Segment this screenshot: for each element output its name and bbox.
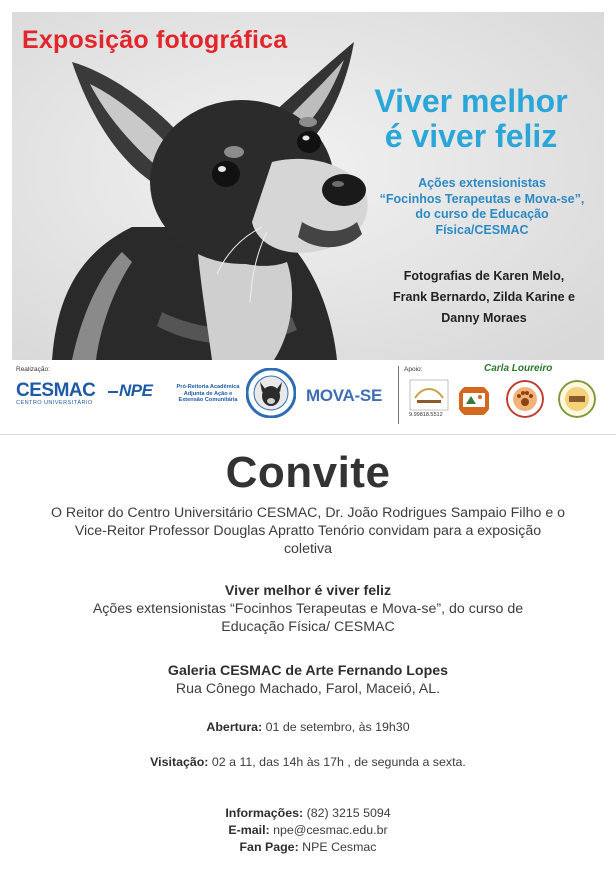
- exhibition-title: Exposição fotográfica: [22, 26, 288, 54]
- proreitoria-line1: Pró-Reitoria Acadêmica: [176, 384, 240, 390]
- info-label: Informações:: [225, 806, 304, 820]
- poster-banner: [12, 12, 604, 360]
- proreitoria-line2: Adjunta de Ação e: [183, 390, 233, 397]
- mova-se-logo: MOVA-SE: [306, 386, 382, 405]
- apoio-phone: 9.99818.5512: [409, 412, 443, 418]
- contact-email: [0, 822, 616, 839]
- opening-label: Abertura:: [206, 720, 263, 734]
- fanpage-label: Fan Page:: [239, 840, 299, 854]
- invite-opening: [0, 719, 616, 736]
- carla-loureiro-logo: [484, 363, 552, 374]
- logos-divider: [398, 366, 399, 424]
- invite-contact: [0, 805, 616, 856]
- poster-fotos-line1: Fotografias de Karen Melo,: [403, 269, 565, 283]
- visit-label: Visitação:: [150, 755, 209, 769]
- contact-info: [0, 805, 616, 822]
- contact-fanpage: [0, 839, 616, 856]
- poster-acoes-line3: do curso de Educação: [415, 207, 549, 221]
- poster-project-description: [362, 176, 602, 238]
- opening-value: 01 de setembro, às 19h30: [262, 720, 410, 734]
- poster-fotos-line3: Danny Moraes: [441, 311, 527, 325]
- fanpage-value: NPE Cesmac: [298, 840, 377, 854]
- poster-main-title: [346, 84, 596, 154]
- invite-title: Convite: [225, 448, 391, 497]
- proreitoria-logo: [172, 384, 244, 404]
- sponsor-badge-icon: [457, 384, 491, 418]
- poster-acoes-line4: Física/CESMAC: [435, 222, 529, 237]
- info-value: (82) 3215 5094: [303, 806, 391, 820]
- cesmac-logo-subtitle: CENTRO UNIVERSITÁRIO: [16, 400, 93, 406]
- apoio-label: Apoio:: [404, 366, 423, 373]
- invite-visitation: [0, 754, 616, 771]
- proreitoria-line3: Extensão Comunitária: [178, 397, 238, 403]
- cesmac-logo: [16, 380, 95, 406]
- email-value: npe@cesmac.edu.br: [269, 823, 388, 837]
- realizacao-label: Realização:: [16, 366, 50, 373]
- poster-photographers: [368, 266, 600, 329]
- poster-acoes-line1: Ações extensionistas: [418, 176, 546, 190]
- round-sponsor-badge-icon: [558, 380, 596, 418]
- email-label: E-mail:: [228, 823, 270, 837]
- npe-logo-text: NPE: [119, 381, 153, 400]
- poster-acoes-line2: “Focinhos Terapeutas e Mova-se”,: [379, 191, 585, 206]
- invite-theme: [0, 582, 616, 636]
- invite-intro-line3: coletiva: [283, 541, 333, 557]
- apoio-sponsor-card: [409, 376, 449, 420]
- focinhos-terapeutas-logo-icon: [246, 368, 296, 418]
- poster-fotos-line2: Frank Bernardo, Zilda Karine e: [393, 290, 575, 304]
- invite-theme-title: Viver melhor é viver feliz: [224, 583, 392, 599]
- poster-main-title-line2: é viver feliz: [384, 118, 558, 154]
- venue-name: Galeria CESMAC de Arte Fernando Lopes: [167, 663, 449, 679]
- poster-main-title-line1: Viver melhor: [374, 83, 568, 119]
- sponsor-logos: [12, 362, 604, 428]
- section-divider: [0, 434, 616, 435]
- invite-intro-line2: Vice-Reitor Professor Douglas Apratto Tenório convidam para a exposição: [74, 523, 542, 539]
- cesmac-logo-name: CESMAC: [16, 380, 96, 401]
- invite-intro: [0, 504, 616, 558]
- invite-theme-line2: Educação Física/ CESMAC: [221, 619, 395, 635]
- paw-badge-icon: [506, 380, 544, 418]
- npe-logo: [108, 381, 152, 401]
- invite-intro-line1: O Reitor do Centro Universitário CESMAC, Dr. João Rodrigues Sampaio Filho e o: [50, 505, 566, 521]
- visit-value: 02 a 11, das 14h às 17h , de segunda a sexta.: [208, 755, 466, 769]
- venue-address: Rua Cônego Machado, Farol, Maceió, AL.: [175, 681, 441, 697]
- invite-venue: [0, 662, 616, 698]
- carla-loureiro-name: Carla Loureiro: [484, 363, 553, 374]
- invite-theme-line1: Ações extensionistas “Focinhos Terapeutas e Mova-se”, do curso de: [92, 601, 524, 617]
- sponsor-card-icon: [409, 376, 449, 412]
